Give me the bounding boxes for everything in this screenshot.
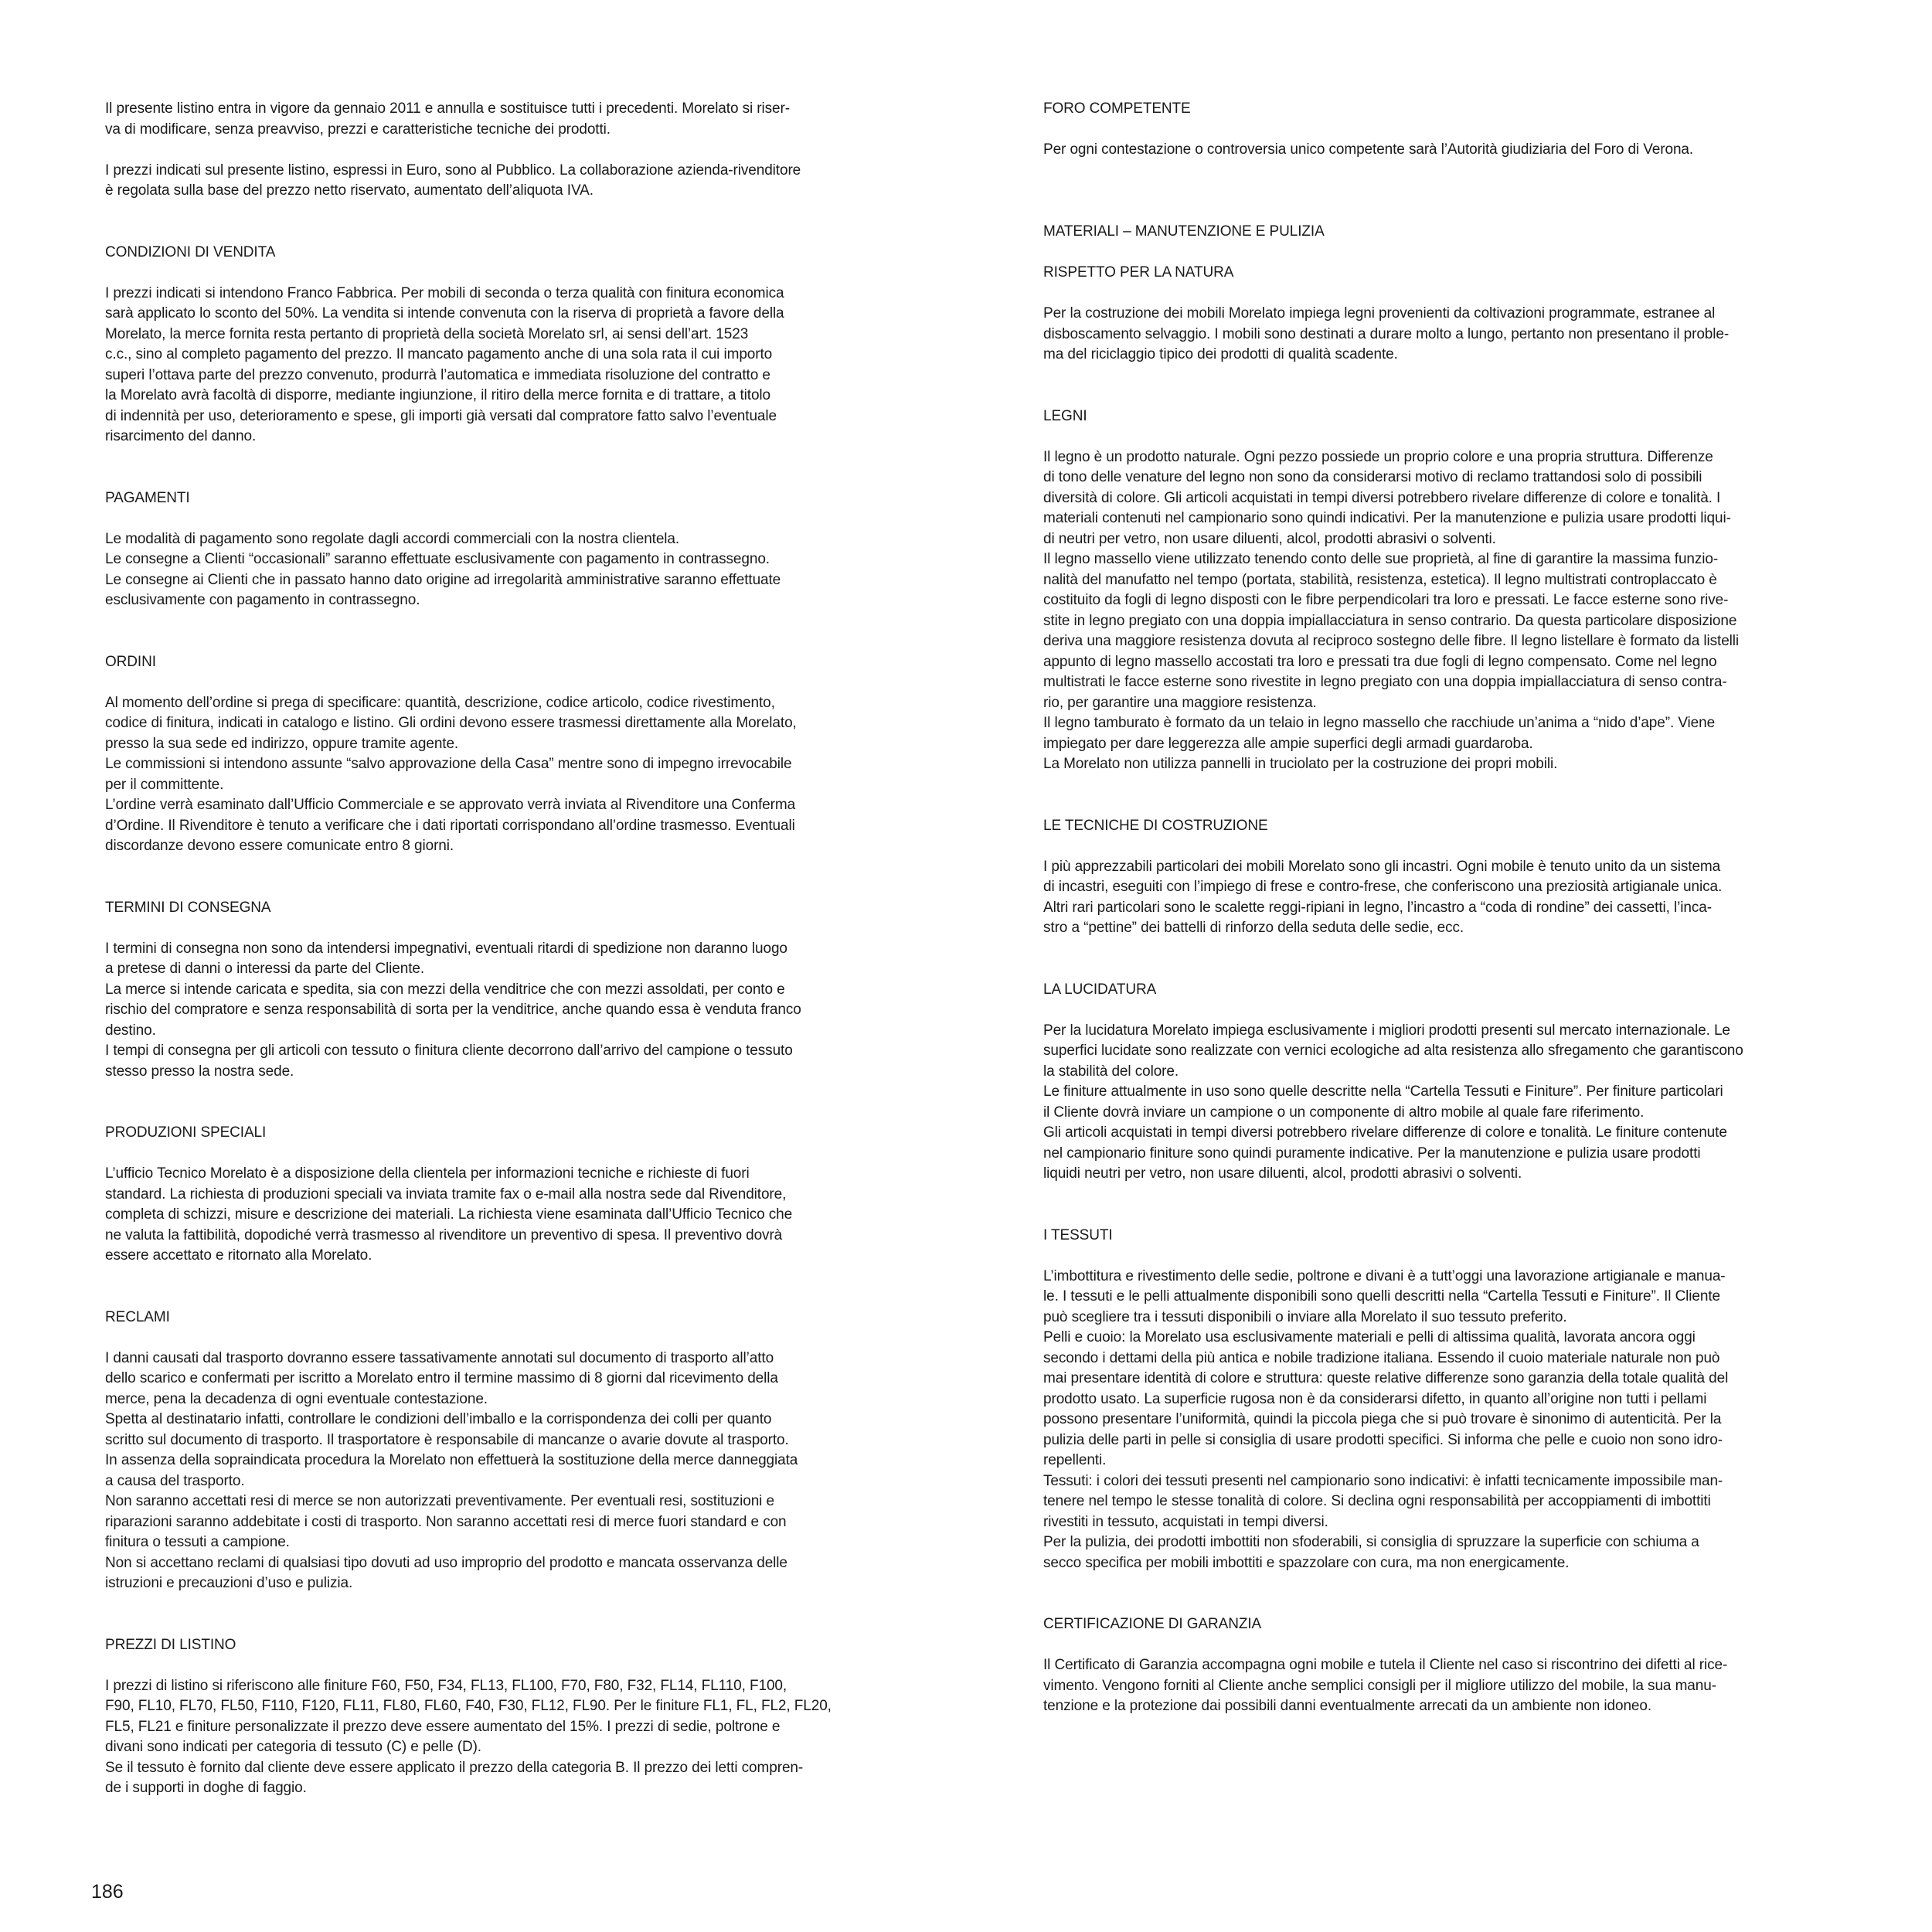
section-title-condizioni-vendita: CONDIZIONI DI VENDITA: [105, 243, 276, 260]
section-body-prezzi-listino: I prezzi di listino si riferiscono alle finiture F60, F50, F34, FL13, FL100, F70, F80, F32, FL14, FL110, F100, F90, FL10, FL70, FL50, F110, F120, FL11, FL80, FL60, F40, F30, FL12, FL90. Per le finiture FL1, FL, FL2, FL20, FL5, FL21 e finiture personalizzate il prezzo deve essere aumentato del 15%. I prezzi di sedie, poltrone e divani sono indicati per categoria di tessuto (C) e pelle (D). Se il tessuto è fornito dal cliente deve essere applicato il prezzo della categoria B. Il prezzo dei letti compren- de i supporti in doghe di faggio.: [105, 1677, 832, 1796]
section-title-prezzi-listino: PREZZI DI LISTINO: [105, 1636, 236, 1653]
section-body-condizioni-vendita: I prezzi indicati si intendono Franco Fabbrica. Per mobili di seconda o terza qualità con finitura economica sarà applicato lo sconto del 50%. La vendita si intende convenuta con la riserva di proprietà a favore della Morelato, la merce fornita resta pertanto di proprietà della società Morelato srl, ai sensi dell’art. 1523 c.c., sino al completo pagamento del prezzo. Il mancato pagamento anche di una sola rata il cui importo superi l’ottava parte del prezzo convenuto, produrrà l’automatica e immediata risoluzione del contratto e la Morelato avrà facoltà di disporre, mediante ingiunzione, il ritiro della merce fornita e di trattare, a titolo di indennità per uso, deterioramento e spese, gli importi già versati dal compratore fatto salvo l’eventuale risarcimento del danno.: [105, 284, 784, 444]
section-title-legni: LEGNI: [1043, 407, 1087, 424]
section-title-termini-consegna: TERMINI DI CONSEGNA: [105, 899, 271, 916]
section-body-legni: Il legno è un prodotto naturale. Ogni pezzo possiede un proprio colore e una propria struttura. Differenze di tono delle venature del legno non sono da considerarsi motivo di reclamo trattandosi solo di possibili diversità di colore. Gli articoli acquistati in tempi diversi potrebbero rivelare differenze di colore e tonalità. I materiali contenuti nel campionario sono quindi indicativi. Per la manutenzione e pulizia usare prodotti liqui- di neutri per vetro, non usare diluenti, alcol, prodotti abrasivi o solventi. Il legno massello viene utilizzato tenendo conto delle sue proprietà, al fine di garantire la massima funzio- nalità del manufatto nel tempo (portata, stabilità, resistenza, estetica). Il legno multistrati controplaccato è costituito da fogli di legno disposti con le fibre perpendicolari tra loro e pressati. Le facce esterne sono rive- stite in legno pregiato con una doppia impiallacciatura in senso contrario. Da questa particolare disposizione deriva una maggiore resistenza dovuta al reciproco sostegno delle fibre. Il legno listellare è formato da listelli appunto di legno massello accostati tra loro e pressati tra due fogli di legno compensato. Come nel legno multistrati le facce esterne sono rivestite in legno pregiato con una doppia impiallacciatura di senso contra- rio, per garantire una maggiore resistenza. Il legno tamburato è formato da un telaio in legno massello che racchiude un’anima a “nido d’ape”. Viene impiegato per dare leggerezza alle ampie superfici degli armadi guardaroba. La Morelato non utilizza pannelli in truciolato per la costruzione dei propri mobili.: [1043, 448, 1740, 772]
section-title-ordini: ORDINI: [105, 653, 156, 670]
section-body-pagamenti: Le modalità di pagamento sono regolate dagli accordi commerciali con la nostra clientela. Le consegne a Clienti “occasionali” saranno effettuate esclusivamente con pagamento in contrassegno. Le consegne ai Clienti che in passato hanno dato origine ad irregolarità amministrative saranno effettuate esclusivamente con pagamento in contrassegno.: [105, 530, 781, 608]
intro-paragraph-2: I prezzi indicati sul presente listino, espressi in Euro, sono al Pubblico. La collaborazione azienda-rivenditore è regolata sulla base del prezzo netto riservato, aumentato dell’aliquota IVA.: [105, 162, 801, 199]
section-body-tecniche-costruzione: I più apprezzabili particolari dei mobili Morelato sono gli incastri. Ogni mobile è tenuto unito da un sistema di incastri, eseguiti con l’impiego di frese e contro-frese, che conferiscono una preziosità artigianale unica. Altri rari particolari sono le scalette reggi-ripiani in legno, l’incastro a “coda di rondine” dei cassetti, l’inca- stro a “pettine” dei battelli di rinforzo della seduta delle sedie, ecc.: [1043, 858, 1723, 936]
section-body-tessuti: L’imbottitura e rivestimento delle sedie, poltrone e divani è a tutt’oggi una lavorazione artigianale e manua- le. I tessuti e le pelli attualmente disponibili sono quelli descritti nella “Cartella Tessuti e Finiture”. Il Cliente può scegliere tra i tessuti disponibili o inviare alla Morelato il suo tessuto preferito. Pelli e cuoio: la Morelato usa esclusivamente materiali e pelli di altissima qualità, lavorata ancora oggi secondo i dettami della più antica e nobile tradizione italiana. Essendo il cuoio materiale naturale non può mai presentare identità di colore e struttura: queste relative differenze sono garanzia della totale qualità del prodotto usato. La superficie rugosa non è da considerarsi difetto, in quanto all’origine non tutti i pellami possono presentare l’uniformità, quindi la piccola piega che si può trovare è sinonimo di autenticità. Per la pulizia delle parti in pelle si consiglia di usare prodotti specifici. Si informa che pelle e cuoio non sono idro- repellenti. Tessuti: i colori dei tessuti presenti nel campionario sono indicativi: è infatti tecnicamente impossibile man- tenere nel tempo le stesse tonalità di colore. Si declina ogni responsabilità per accoppiamenti di imbottiti rivestiti in tessuto, acquistati in tempi diversi. Per la pulizia, dei prodotti imbottiti non sfoderabili, si consiglia di spruzzare la superficie con schiuma a secco specifica per mobili imbottiti e spazzolare con cura, ma non energicamente.: [1043, 1267, 1729, 1571]
section-title-pagamenti: PAGAMENTI: [105, 489, 190, 506]
section-title-tecniche-costruzione: LE TECNICHE DI COSTRUZIONE: [1043, 817, 1268, 834]
page-number: 186: [91, 1881, 124, 1903]
section-title-produzioni-speciali: PRODUZIONI SPECIALI: [105, 1124, 267, 1141]
section-body-produzioni-speciali: L’ufficio Tecnico Morelato è a disposizione della clientela per informazioni tecniche e richieste di fuori standard. La richiesta di produzioni speciali va inviata tramite fax o e-mail alla nostra sede dal Rivenditore, completa di schizzi, misure e descrizione dei materiali. La richiesta viene esaminata dall’Ufficio Tecnico che ne valuta la fattibilità, dopodiché verrà trasmesso al rivenditore un preventivo di spesa. Il preventivo dovrà essere accettato e ritornato alla Morelato.: [105, 1165, 793, 1264]
section-title-reclami: RECLAMI: [105, 1308, 170, 1325]
intro-paragraph-1: Il presente listino entra in vigore da gennaio 2011 e annulla e sostituisce tutti i precedenti. Morelato si riser- va di modificare, senza preavviso, prezzi e caratteristiche tecniche dei prodotti.: [105, 100, 790, 138]
section-body-certificazione-garanzia: Il Certificato di Garanzia accompagna ogni mobile e tutela il Cliente nel caso si riscontrino dei difetti al rice- vimento. Vengono forniti al Cliente anche semplici consigli per il migliore utilizzo del mobile, la sua manu- tenzione e la protezione dai possibili danni eventualmente arrecati da un ambiente non idoneo.: [1043, 1657, 1728, 1714]
section-title-lucidatura: LA LUCIDATURA: [1043, 981, 1157, 998]
section-body-foro-competente: Per ogni contestazione o controversia unico competente sarà l’Autorità giudiziaria del Foro di Verona.: [1043, 141, 1694, 158]
section-title-foro-competente: FORO COMPETENTE: [1043, 100, 1191, 117]
right-column: [1043, 99, 1847, 1717]
left-column: [105, 99, 924, 1799]
section-body-reclami: I danni causati dal trasporto dovranno essere tassativamente annotati sul documento di trasporto all’atto dello scarico e confermati per iscritto a Morelato entro il termine massimo di 8 giorni dal ricevimento della merce, pena la decadenza di ogni eventuale contestazione. Spetta al destinatario infatti, controllare le condizioni dell’imballo e la corrispondenza dei colli per quanto scritto sul documento di trasporto. Il trasportatore è responsabile di mancanze o avarie dovute al trasporto. In assenza della sopraindicata procedura la Morelato non effettuerà la sostituzione della merce danneggiata a causa del trasporto. Non saranno accettati resi di merce se non autorizzati preventivamente. Per eventuali resi, sostituzioni e riparazioni saranno addebitate i costi di trasporto. Non saranno accettati resi di merce fuori standard e con finitura o tessuti a campione. Non si accettano reclami di qualsiasi tipo dovuti ad uso improprio del prodotto e mancata osservanza delle istruzioni e precauzioni d’uso e pulizia.: [105, 1349, 798, 1591]
section-body-ordini: Al momento dell’ordine si prega di specificare: quantità, descrizione, codice articolo, codice rivestimento, codice di finitura, indicati in catalogo e listino. Gli ordini devono essere trasmessi direttamente alla Morelato, presso la sua sede ed indirizzo, oppure tramite agente. Le commissioni si intendono assunte “salvo approvazione della Casa” mentre sono di impegno irrevocabile per il committente. L’ordine verrà esaminato dall’Ufficio Commerciale e se approvato verrà inviata al Rivenditore una Conferma d’Ordine. Il Rivenditore è tenuto a verificare che i dati riportati corrispondano all’ordine trasmesso. Eventuali discordanze devono essere comunicate entro 8 giorni.: [105, 694, 797, 854]
section-title-tessuti: I TESSUTI: [1043, 1226, 1113, 1243]
section-body-termini-consegna: I termini di consegna non sono da intendersi impegnativi, eventuali ritardi di spedizione non daranno luogo a pretese di danni o interessi da parte del Cliente. La merce si intende caricata e spedita, sia con mezzi della venditrice che con mezzi assoldati, per conto e rischio del compratore e senza responsabilità di sorta per la venditrice, anche quando essa è venduta franco destino. I tempi di consegna per gli articoli con tessuto o finitura cliente decorrono dall’arrivo del campione o tessuto stesso presso la nostra sede.: [105, 940, 801, 1080]
section-body-lucidatura: Per la lucidatura Morelato impiega esclusivamente i migliori prodotti presenti sul mercato internazionale. Le superfici lucidate sono realizzate con vernici ecologiche ad alta resistenza allo sfregamento che garantiscono la stabilità del colore. Le finiture attualmente in uso sono quelle descritte nella “Cartella Tessuti e Finiture”. Per finiture particolari il Cliente dovrà inviare un campione o un componente di altro mobile al quale fare riferimento. Gli articoli acquistati in tempi diversi potrebbero rivelare differenze di colore e tonalità. Le finiture contenute nel campionario finiture sono quindi puramente indicative. Per la manutenzione e pulizia usare prodotti liquidi neutri per vetro, non usare diluenti, alcol, prodotti abrasivi o solventi.: [1043, 1022, 1743, 1182]
main-title-materiali: MATERIALI – MANUTENZIONE E PULIZIA: [1043, 223, 1325, 240]
section-title-certificazione-garanzia: CERTIFICAZIONE DI GARANZIA: [1043, 1616, 1262, 1632]
section-body-rispetto-natura: Per la costruzione dei mobili Morelato impiega legni provenienti da coltivazioni programmate, estranee al disboscamento selvaggio. I mobili sono destinati a durare molto a lungo, pertanto non presentano il proble- ma del riciclaggio tipico dei prodotti di qualità scadente.: [1043, 305, 1730, 362]
section-title-rispetto-natura: RISPETTO PER LA NATURA: [1043, 264, 1234, 281]
